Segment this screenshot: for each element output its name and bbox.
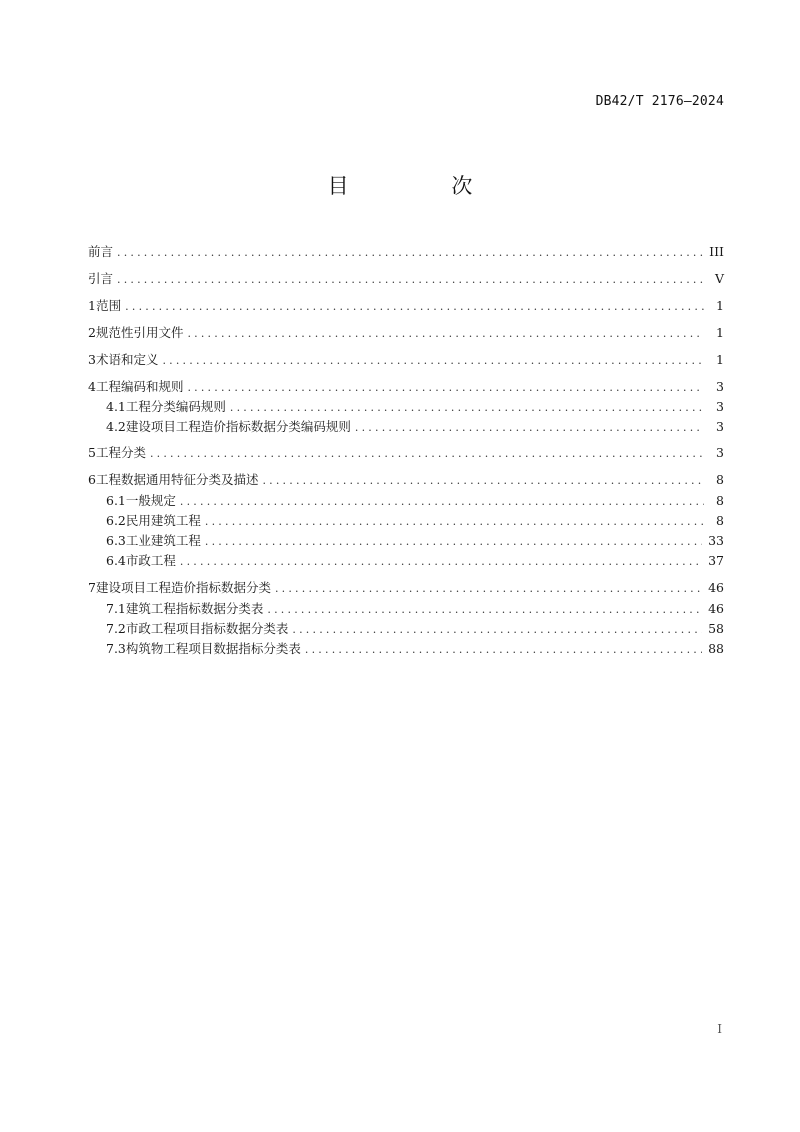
leader-dots [305,640,702,660]
toc-entry-7-2[interactable] [106,619,724,639]
toc-entry-number: 6 [88,472,96,487]
toc-entry-number: 4.2 [106,419,126,434]
toc-entry-label: 民用建筑工程 [125,513,201,528]
toc-entry-foreword[interactable] [88,242,724,262]
toc-entry-6-2[interactable] [106,511,724,531]
leader-dots [117,270,704,290]
toc-entry-number: 6.2 [106,513,126,528]
toc-entry-label: 市政工程项目指标数据分类表 [125,621,289,636]
page-title: 目 次 [327,174,521,198]
toc-entry-label: 建设项目工程造价指标数据分类 [95,580,271,595]
toc-entry-page: 1 [716,352,724,367]
toc-entry-page: V [714,271,724,286]
toc-entry-page: 46 [708,601,724,616]
toc-entry-2[interactable] [88,323,724,343]
leader-dots [162,351,704,371]
toc-entry-page: 8 [716,493,724,508]
toc-entry-5[interactable] [88,443,724,463]
leader-dots [125,297,704,317]
toc-entry-7-3[interactable] [106,639,724,659]
page-number: I [717,1022,722,1036]
toc-entry-label: 规范性引用文件 [95,325,184,340]
toc-entry-number: 7 [88,580,96,595]
toc-entry-page: 37 [708,553,724,568]
toc-entry-page: 46 [708,580,724,595]
leader-dots [267,600,702,620]
toc-entry-number: 2 [88,325,96,340]
toc-entry-label: 引言 [88,271,114,286]
toc-entry-page: 3 [716,399,724,414]
toc-entry-label: 工程编码和规则 [95,379,184,394]
toc-entry-4-2[interactable] [106,417,724,437]
leader-dots [230,398,704,418]
leader-dots [205,532,702,552]
toc-entry-number: 7.2 [106,621,126,636]
standard-code: DB42/T 2176—2024 [595,94,724,109]
leader-dots [187,324,704,344]
toc-entry-6-3[interactable] [106,531,724,551]
toc-entry-6-1[interactable] [106,491,724,511]
toc-entry-number: 6.3 [106,533,126,548]
toc-entry-4-1[interactable] [106,397,724,417]
toc-entry-page: 33 [708,533,724,548]
toc-entry-label: 构筑物工程项目数据指标分类表 [125,641,301,656]
toc-entry-number: 1 [88,298,96,313]
toc-entry-introduction[interactable] [88,269,724,289]
toc-entry-page: 3 [716,445,724,460]
toc-entry-label: 前言 [88,244,114,259]
toc-entry-4[interactable] [88,377,724,397]
toc-entry-page: 58 [708,621,724,636]
toc-entry-page: 8 [716,472,724,487]
toc-entry-label: 工程分类编码规则 [125,399,226,414]
toc-entry-page: 8 [716,513,724,528]
toc-entry-label: 范围 [96,298,122,313]
leader-dots [275,579,702,599]
toc-entry-page: III [709,244,724,259]
toc-entry-page: 88 [708,641,724,656]
toc-entry-7[interactable] [88,578,724,598]
toc-entry-label: 建设项目工程造价指标数据分类编码规则 [125,419,351,434]
leader-dots [180,492,704,512]
toc-entry-number: 5 [88,445,96,460]
toc-entry-number: 6.1 [106,493,126,508]
toc-entry-page: 3 [716,379,724,394]
toc-entry-label: 术语和定义 [95,352,159,367]
toc-entry-number: 6.4 [106,553,126,568]
toc-entry-page: 1 [716,325,724,340]
leader-dots [292,620,702,640]
toc-entry-number: 3 [88,352,96,367]
toc-entry-6[interactable] [88,470,724,490]
toc-entry-label: 工程数据通用特征分类及描述 [95,472,259,487]
toc-entry-number: 4.1 [106,399,126,414]
toc-entry-label: 工业建筑工程 [125,533,201,548]
leader-dots [150,444,704,464]
toc-entry-7-1[interactable] [106,599,724,619]
toc-entry-label: 市政工程 [125,553,176,568]
toc-entry-number: 4 [88,379,96,394]
toc-entry-number: 7.1 [106,601,126,616]
leader-dots [262,471,704,491]
toc-entry-6-4[interactable] [106,551,724,571]
toc-entry-number: 7.3 [106,641,126,656]
toc-entry-page: 3 [716,419,724,434]
toc-entry-label: 建筑工程指标数据分类表 [125,601,264,616]
toc-entry-label: 工程分类 [95,445,146,460]
leader-dots [355,418,704,438]
leader-dots [180,552,702,572]
toc-entry-label: 一般规定 [125,493,176,508]
toc-entry-page: 1 [716,298,724,313]
toc-entry-3[interactable] [88,350,724,370]
toc-entry-1[interactable] [88,296,724,316]
leader-dots [117,243,703,263]
leader-dots [205,512,704,532]
leader-dots [187,378,704,398]
